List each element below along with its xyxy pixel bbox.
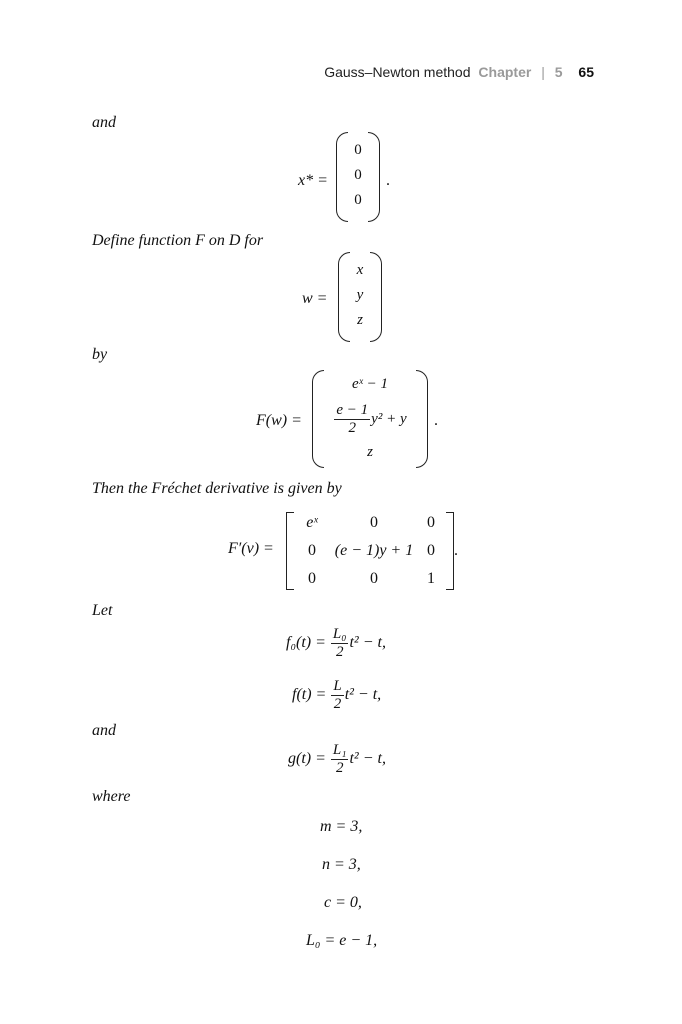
w-vector [338, 252, 382, 342]
param-m: m = 3, [320, 818, 363, 835]
param-c: c = 0, [324, 894, 362, 911]
param-n: n = 3, [322, 856, 361, 873]
F-period: . [434, 412, 438, 429]
F-row2 [312, 402, 428, 437]
fraction [334, 402, 370, 437]
xstar-period: . [386, 172, 390, 189]
Fprime-period: . [454, 542, 458, 559]
paragraph-let: Let [92, 602, 113, 619]
xstar-vector [336, 132, 380, 222]
matrix-right-bracket [446, 512, 454, 590]
equation-f [292, 678, 381, 713]
paragraph-define: Define function F on D for [92, 232, 264, 249]
fraction-denominator: 2 [335, 760, 344, 776]
header-chapter-label: Chapter [478, 64, 532, 80]
F-row1: eˣ − 1 [351, 376, 388, 392]
param-L0: L₀ = e − 1, [306, 932, 378, 949]
matrix-left-bracket [286, 512, 294, 590]
paragraph-and-2: and [92, 722, 116, 739]
w-entry: x [356, 262, 364, 278]
fraction-numerator: L [333, 678, 342, 694]
header-chapter-number: 5 [554, 64, 563, 80]
xstar-entry: 0 [354, 142, 362, 158]
matrix-cell: eˣ [306, 514, 318, 531]
Fprime-lhs: F′(v) = [228, 540, 274, 557]
page-number: 65 [578, 64, 594, 80]
fraction-denominator: 2 [348, 420, 357, 436]
F-vector [312, 370, 428, 468]
equation-f0 [286, 626, 386, 661]
matrix-cell: 1 [427, 570, 435, 587]
paragraph-where: where [92, 788, 131, 805]
paragraph-by: by [92, 346, 108, 363]
xstar-entry: 0 [354, 167, 362, 183]
F-lhs: F(w) = [256, 412, 302, 429]
fraction-numerator: e − 1 [336, 402, 369, 418]
equation-g [288, 742, 386, 777]
fraction [331, 626, 349, 661]
F-row3: z [367, 444, 373, 460]
header-separator: | [541, 64, 545, 80]
fraction [331, 678, 343, 713]
matrix-cell: 0 [370, 514, 378, 531]
f0-lhs: f₀(t) = [286, 634, 326, 652]
f0-rest: t² − t, [349, 634, 386, 652]
paragraph-frechet: Then the Fréchet derivative is given by [92, 480, 342, 497]
f-lhs: f(t) = [292, 686, 327, 704]
header-title: Gauss–Newton method [324, 64, 471, 80]
matrix-cell: 0 [308, 570, 316, 587]
w-lhs: w = [302, 290, 328, 307]
g-lhs: g(t) = [288, 750, 326, 768]
fraction-numerator: L₁ [332, 742, 347, 758]
matrix-cell: 0 [370, 570, 378, 587]
f-rest: t² − t, [344, 686, 382, 704]
fraction-denominator: 2 [333, 696, 342, 712]
matrix-cell: (e − 1)y + 1 [334, 542, 414, 559]
paragraph-and: and [92, 114, 116, 131]
matrix-cell: 0 [427, 514, 435, 531]
matrix-cell: 0 [427, 542, 435, 559]
g-rest: t² − t, [349, 750, 386, 768]
xstar-entry: 0 [354, 192, 362, 208]
fraction [331, 742, 349, 777]
w-entry: z [357, 312, 363, 328]
fraction-denominator: 2 [335, 644, 344, 660]
matrix-cell: 0 [308, 542, 316, 559]
F-row2-rest: y² + y [371, 410, 407, 427]
fraction-numerator: L₀ [332, 626, 347, 642]
xstar-lhs: x* = [298, 172, 328, 189]
running-header [0, 64, 594, 80]
w-entry: y [356, 287, 364, 303]
